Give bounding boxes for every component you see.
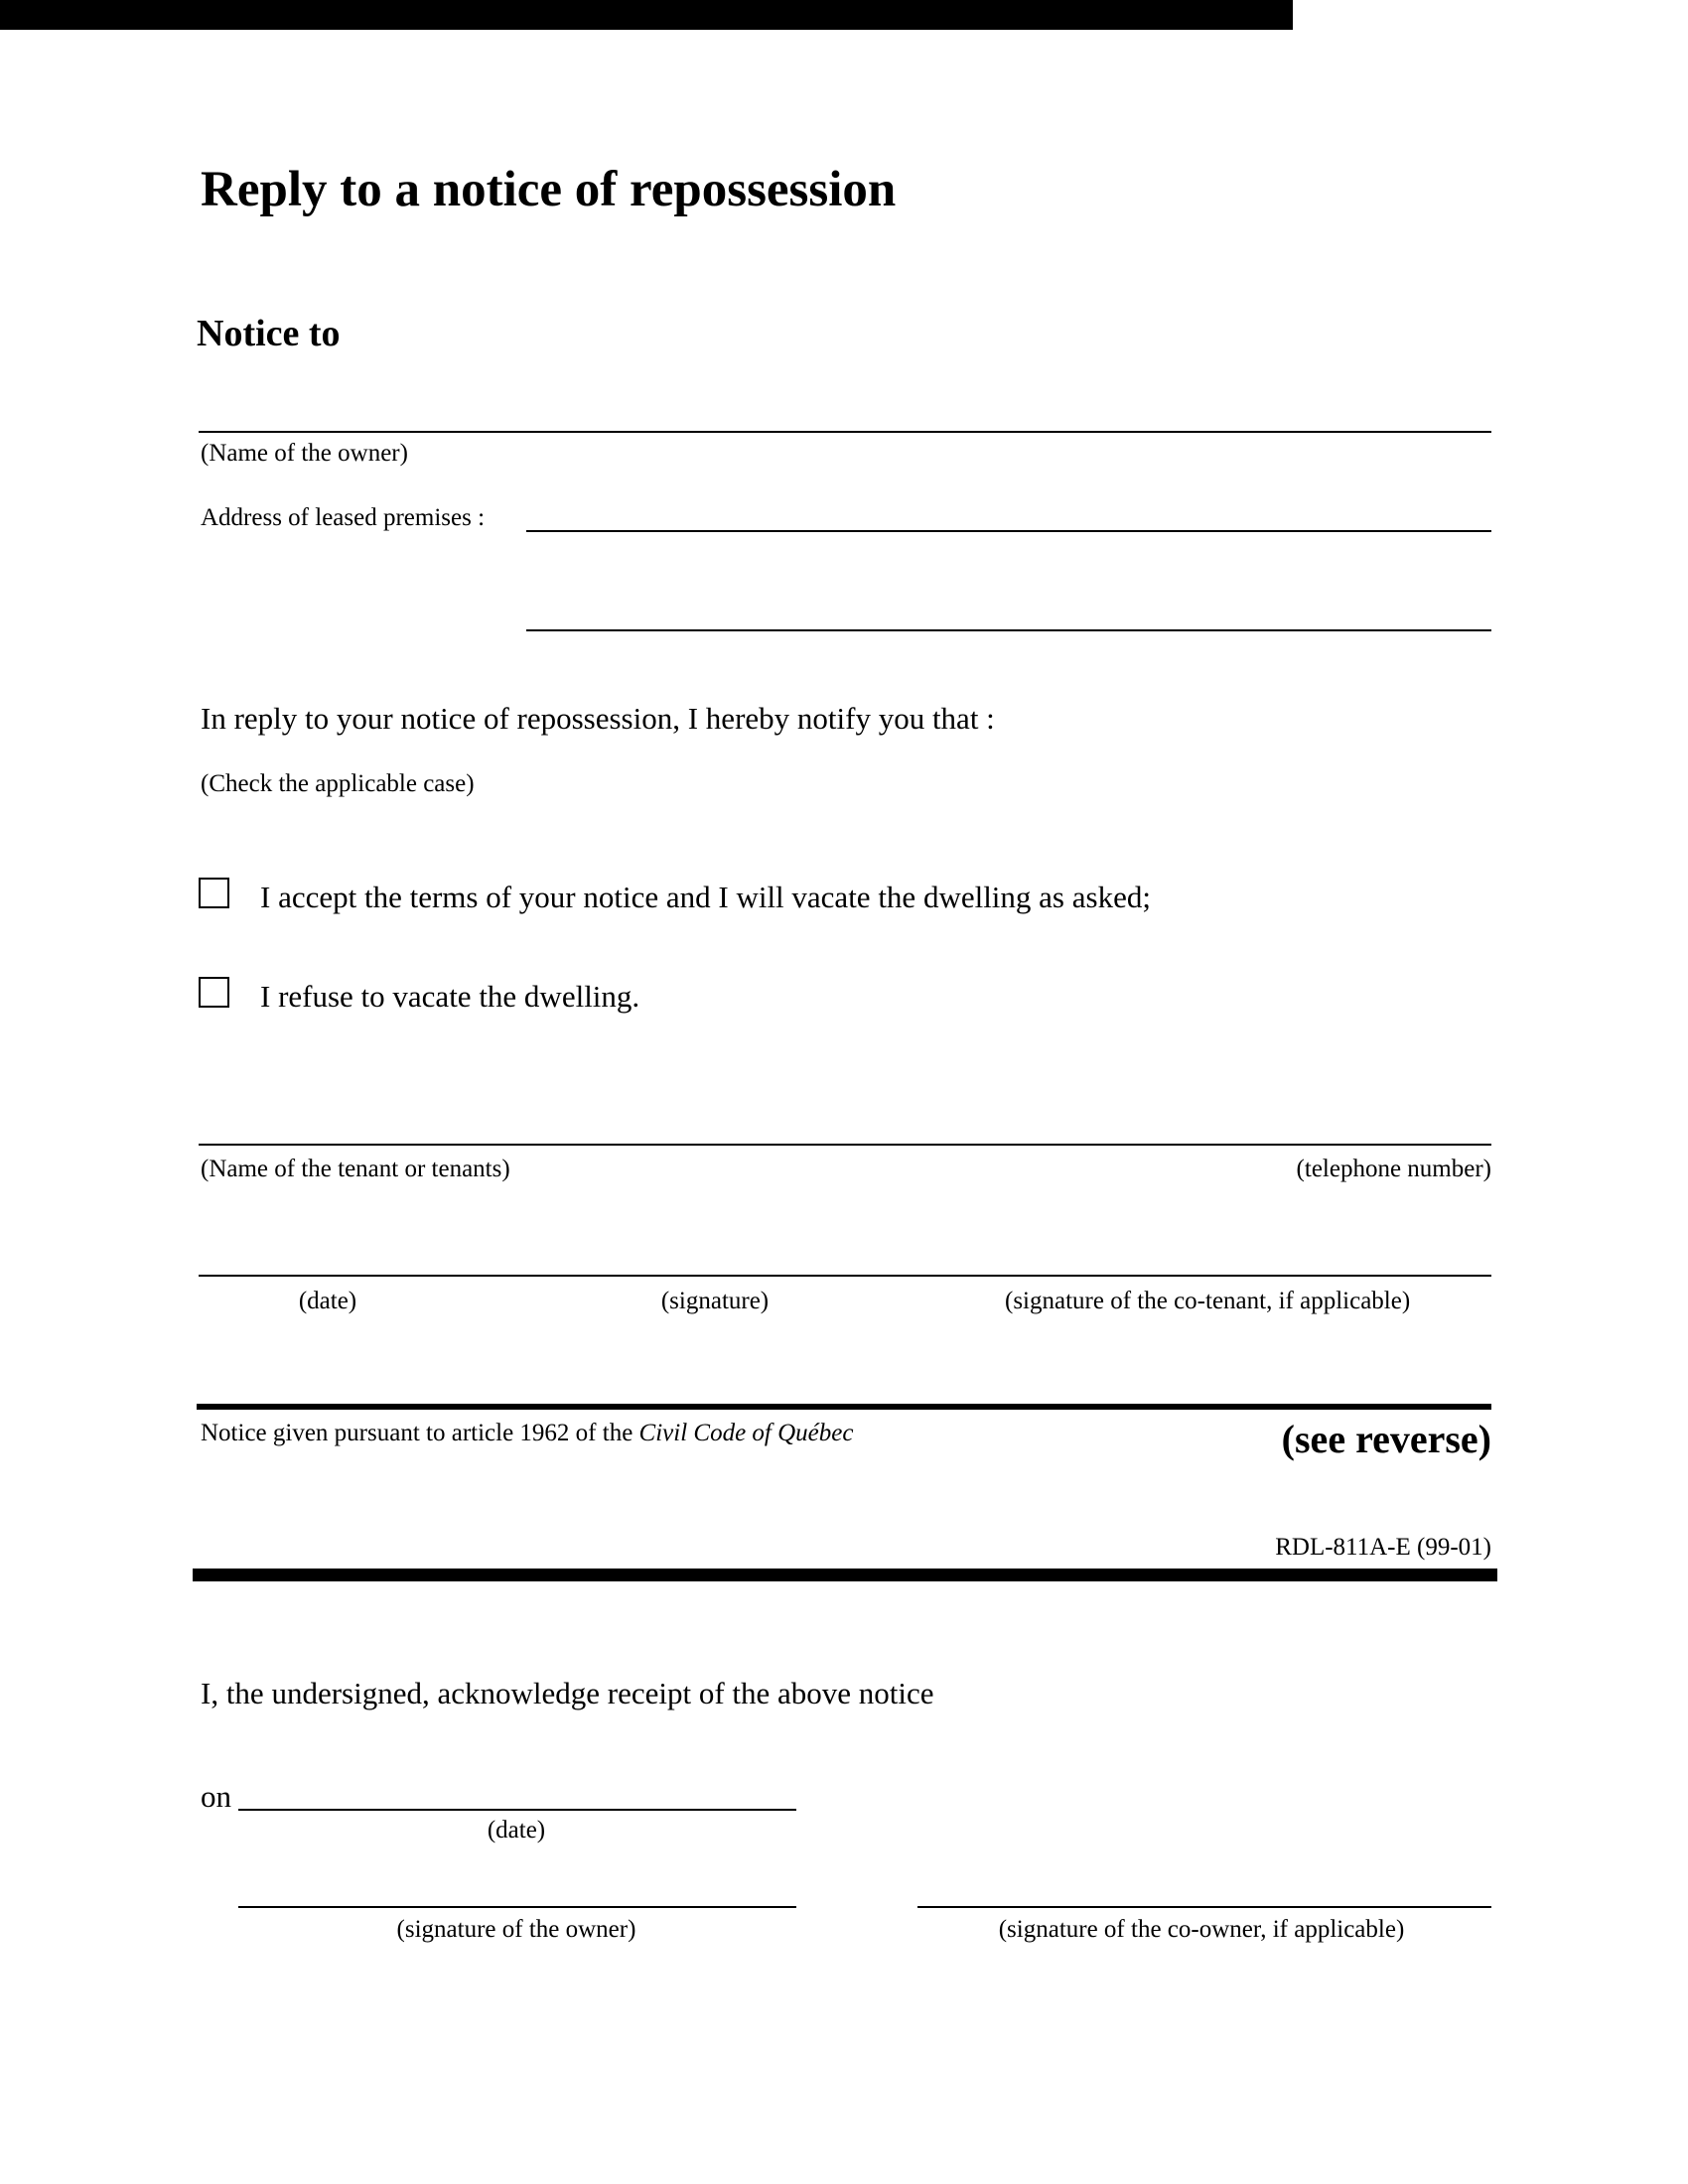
owner-signature-label: (signature of the owner) <box>396 1916 636 1943</box>
reply-intro-text: In reply to your notice of repossession, I hereby notify you that : <box>201 701 995 736</box>
footer-divider <box>197 1404 1491 1410</box>
refuse-option-label: I refuse to vacate the dwelling. <box>260 979 640 1014</box>
footer-notice-prefix: Notice given pursuant to article 1962 of the <box>201 1420 639 1446</box>
telephone-label: (telephone number) <box>1296 1156 1491 1182</box>
form-code: RDL-811A-E (99-01) <box>1275 1534 1491 1561</box>
owner-signature-line[interactable] <box>238 1906 796 1908</box>
footer-notice <box>201 1420 853 1447</box>
owner-name-field[interactable] <box>199 401 1491 433</box>
tenant-name-label: (Name of the tenant or tenants) <box>201 1156 510 1182</box>
check-hint: (Check the applicable case) <box>201 770 475 797</box>
address-line1-field[interactable] <box>526 500 1491 532</box>
date-label: (date) <box>298 1288 357 1314</box>
address-label: Address of leased premises : <box>201 504 486 531</box>
coowner-signature-line[interactable] <box>917 1906 1491 1908</box>
acknowledge-text: I, the undersigned, acknowledge receipt of the above notice <box>201 1676 934 1710</box>
refuse-checkbox[interactable] <box>199 977 229 1008</box>
owner-name-label: (Name of the owner) <box>201 440 408 467</box>
notice-to-heading: Notice to <box>197 313 341 354</box>
title-divider <box>0 0 1293 30</box>
accept-option-label: I accept the terms of your notice and I will vacate the dwelling as asked; <box>260 880 1151 914</box>
tenant-name-field[interactable] <box>199 1114 1491 1146</box>
coowner-signature-label: (signature of the co-owner, if applicable) <box>998 1916 1405 1943</box>
signature-line[interactable] <box>199 1275 1491 1277</box>
receipt-date-label: (date) <box>487 1817 546 1843</box>
cotenant-signature-label: (signature of the co-tenant, if applicable) <box>1005 1288 1411 1314</box>
see-reverse-label: (see reverse) <box>1281 1417 1491 1461</box>
page-title: Reply to a notice of repossession <box>201 162 897 217</box>
signature-label: (signature) <box>660 1288 770 1314</box>
accept-checkbox[interactable] <box>199 878 229 908</box>
address-line2-field[interactable] <box>526 600 1491 631</box>
footer-notice-code: Civil Code of Québec <box>638 1420 854 1446</box>
section-divider <box>193 1569 1497 1581</box>
on-label: on <box>201 1779 231 1814</box>
receipt-date-field[interactable] <box>238 1779 796 1811</box>
